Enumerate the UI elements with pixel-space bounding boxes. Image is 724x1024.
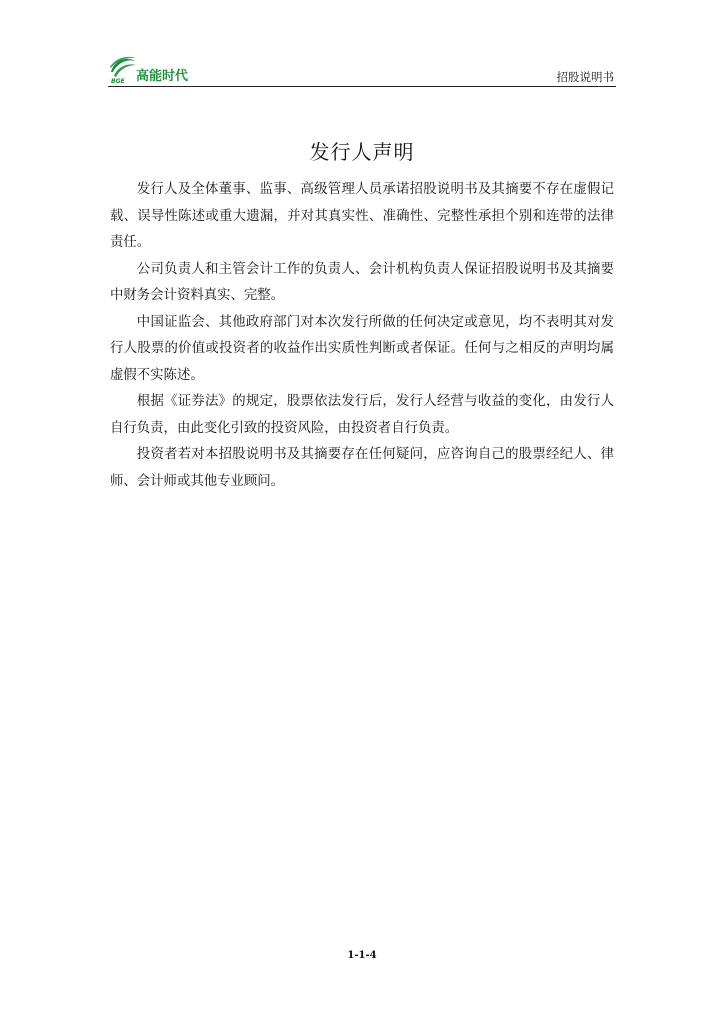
header-divider bbox=[108, 86, 616, 87]
paragraph: 根据《证券法》的规定，股票依法发行后，发行人经营与收益的变化，由发行人自行负责，由此变化引致的投资风险，由投资者自行负责。 bbox=[110, 394, 614, 436]
statement-body bbox=[110, 177, 614, 495]
paragraph: 发行人及全体董事、监事、高级管理人员承诺招股说明书及其摘要不存在虚假记载、误导性陈述或重大遗漏，并对其真实性、准确性、完整性承担个别和连带的法律责任。 bbox=[110, 182, 614, 250]
paragraph: 中国证监会、其他政府部门对本次发行所做的任何决定或意见，均不表明其对发行人股票的价值或投资者的收益作出实质性判断或者保证。任何与之相反的声明均属虚假不实陈述。 bbox=[110, 314, 614, 383]
page-title: 发行人声明 bbox=[309, 140, 415, 164]
document-type-label: 招股说明书 bbox=[556, 70, 614, 84]
company-logo bbox=[108, 52, 228, 86]
logo-text: 高能时代 bbox=[136, 69, 189, 84]
paragraph: 投资者若对本招股说明书及其摘要存在任何疑问，应咨询自己的股票经纪人、律师、会计师或其他专业顾问。 bbox=[110, 447, 614, 489]
logo-subtext: BGE bbox=[111, 78, 125, 85]
page-header bbox=[108, 52, 616, 88]
page-number: 1-1-4 bbox=[347, 950, 377, 961]
paragraph: 公司负责人和主管会计工作的负责人、会计机构负责人保证招股说明书及其摘要中财务会计资料真实、完整。 bbox=[110, 261, 614, 303]
